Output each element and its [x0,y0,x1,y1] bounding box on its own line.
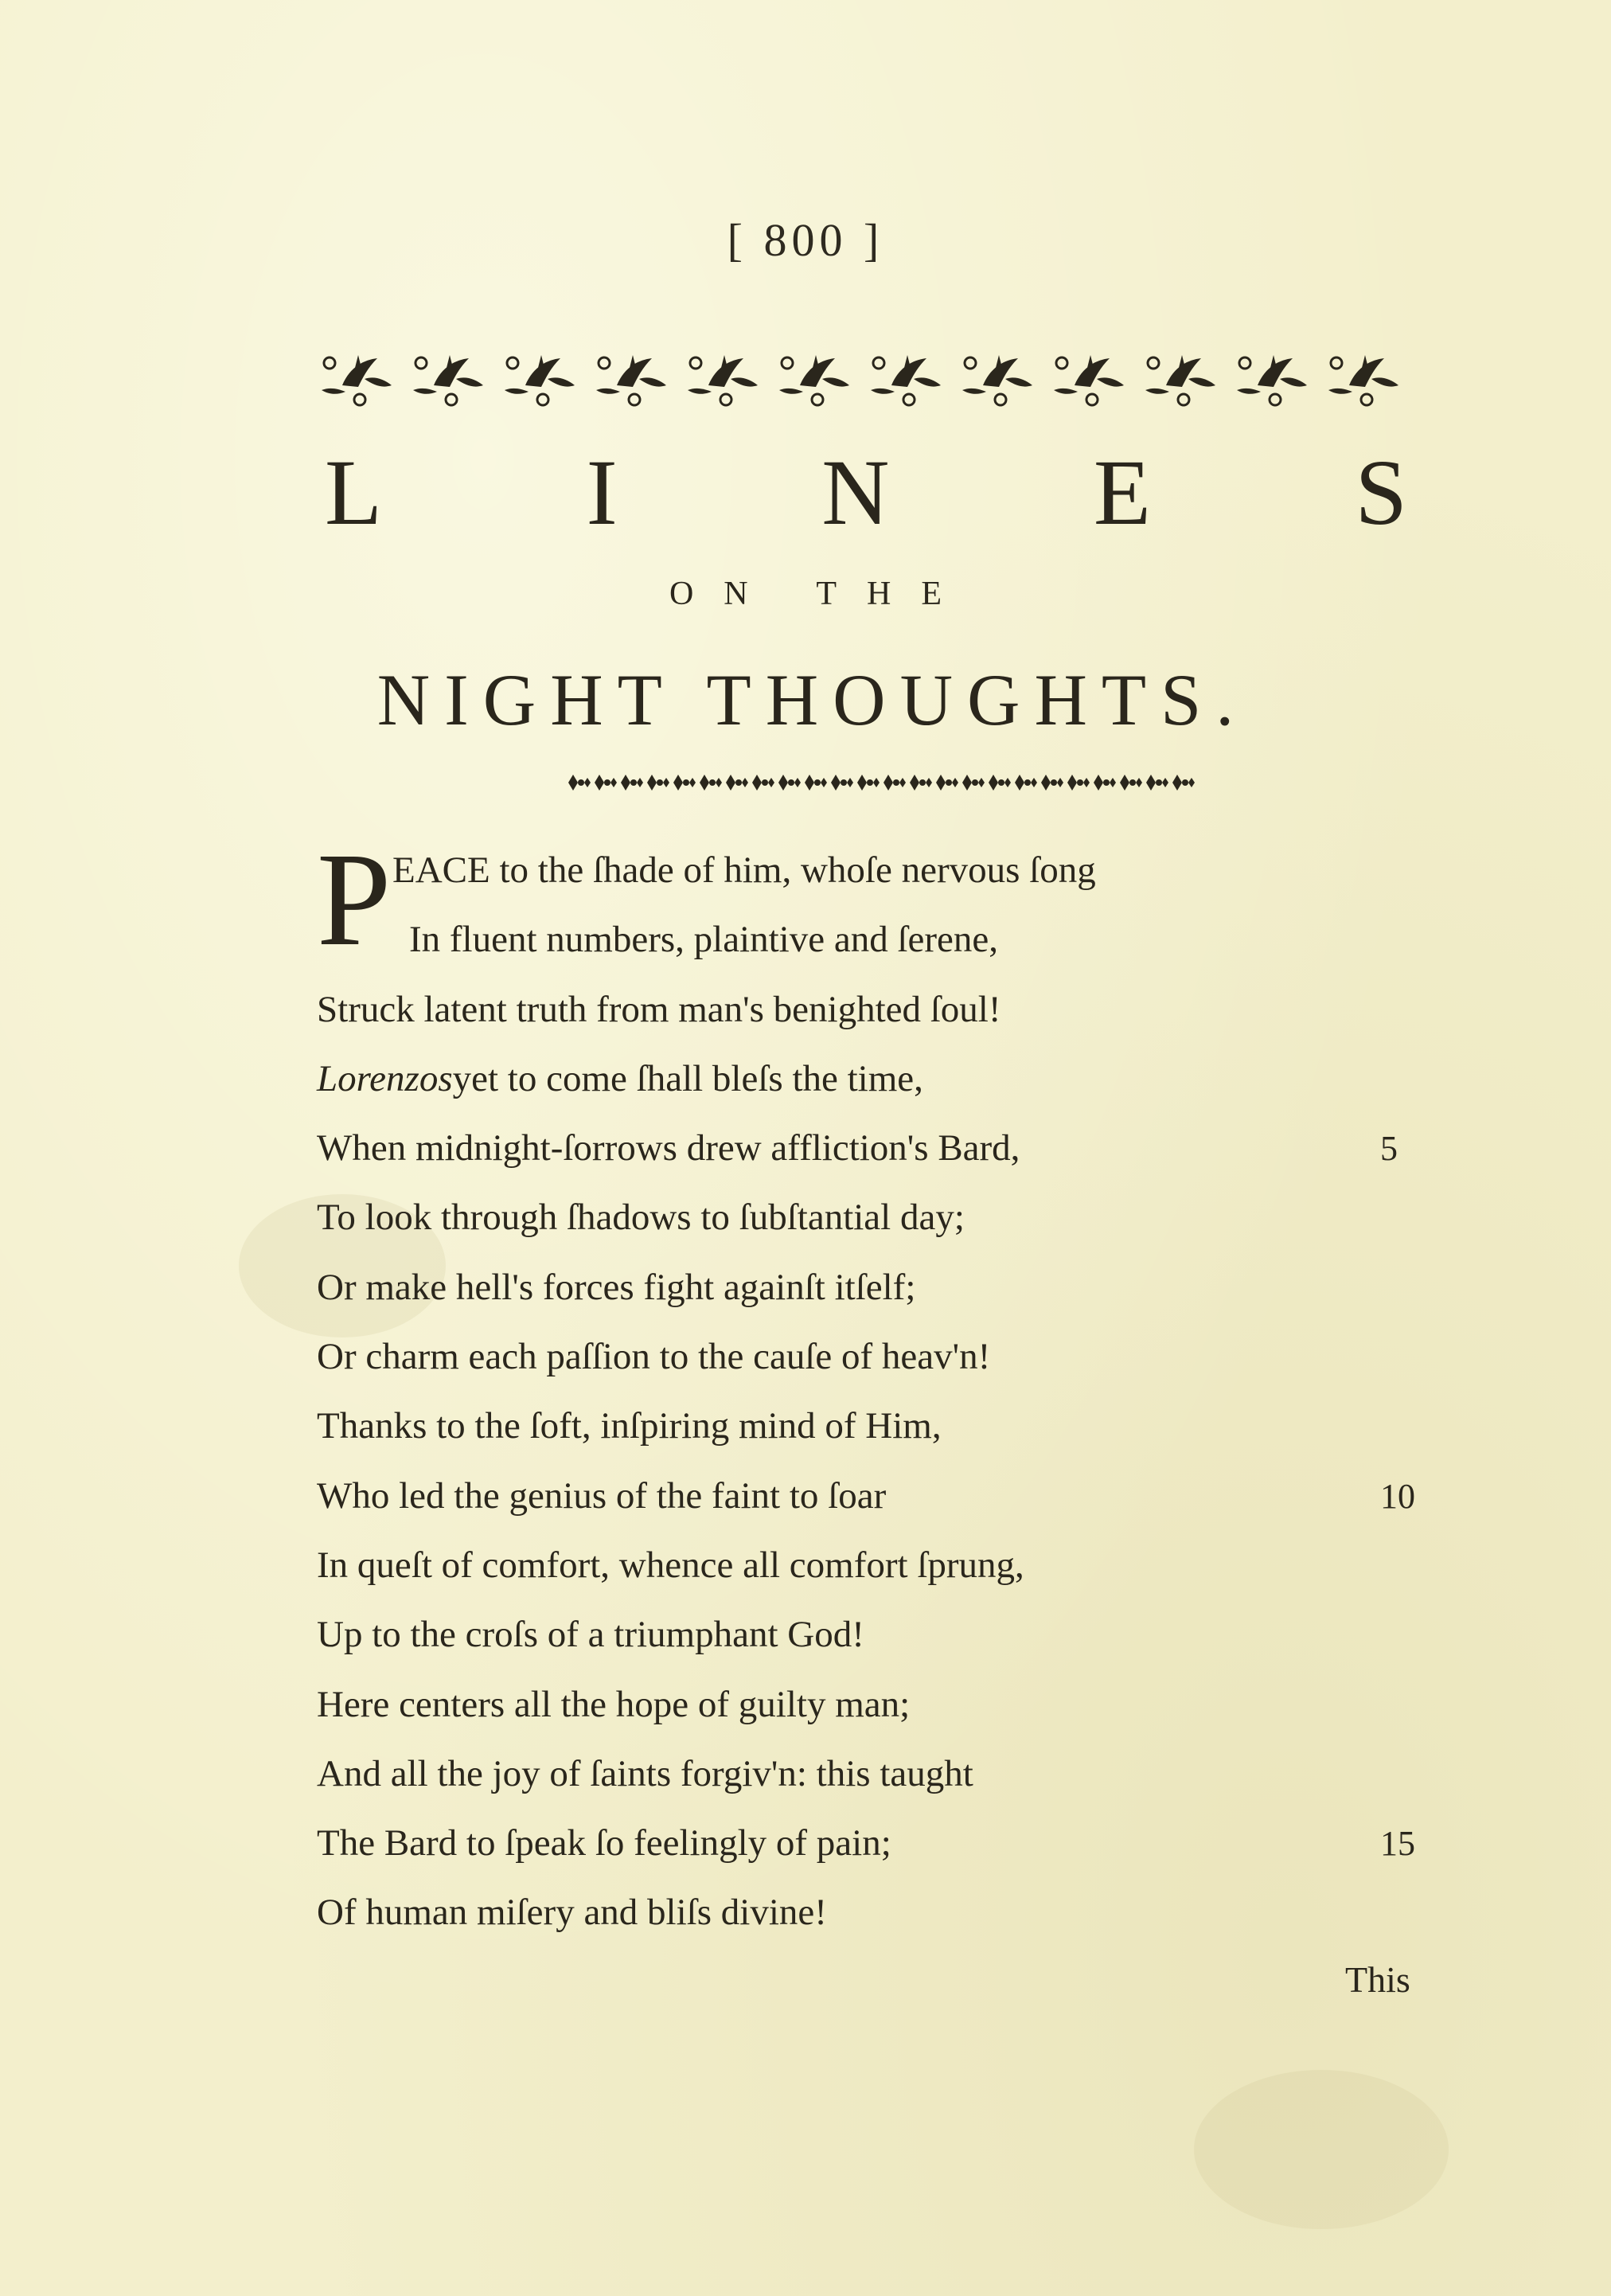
line-number: 5 [1380,1129,1398,1169]
poem-line [317,1183,1447,1252]
poem-line [317,1114,1447,1183]
title-letter: E [1093,440,1151,545]
title-letter: I [586,440,618,545]
poem-line-text: Here centers all the hope of guilty man; [317,1683,911,1725]
poem-line [317,1045,1447,1114]
title-lines [325,440,1407,545]
drop-cap: P [317,826,392,974]
poem-line-text: yet to come ſhall bleſs the time, [452,1057,923,1099]
divider-repeat [568,775,1195,791]
title-night-thoughts: NIGHT THOUGHTS. [376,659,1249,740]
poem-line-text: In fluent numbers, plaintive and ſerene, [409,919,998,961]
poem-line [317,1740,1447,1809]
poem-line-text: Of human miſery and bliſs divine! [317,1892,827,1934]
paper-stain [1194,2070,1449,2229]
poem-line [317,1531,1447,1600]
poem-line-text: The Bard to ſpeak ſo feelingly of pain; [317,1822,891,1865]
catchword: This [1345,1959,1410,2000]
title-letter: S [1355,440,1407,545]
poem-line-italic-name: Lorenzos [317,1057,453,1099]
ornament-repeat [322,355,1398,405]
poem-line [317,836,1447,905]
poem-line-text: EACE to the ſhade of him, whoſe nervous ſong [392,849,1096,891]
poem-body [317,836,1447,1948]
line-number: 10 [1380,1476,1415,1516]
poem-line-text: When midnight-ſorrows drew affliction's Bard, [317,1127,1020,1169]
poem-line [317,1670,1447,1740]
poem-line [317,1600,1447,1669]
poem-line [317,1322,1447,1392]
line-number: 15 [1380,1824,1415,1864]
divider-ornament [567,771,1197,795]
poem-line [317,1392,1447,1461]
poem-line-text: Struck latent truth from man's benighted ſoul! [317,988,1001,1030]
poem-line-text: And all the joy of ſaints forgiv'n: this taught [317,1752,973,1794]
poem-line [317,1462,1447,1531]
poem-line-text: Thanks to the ſoft, inſpiring mind of Him, [317,1405,942,1447]
poem-line-text: Or charm each paſſion to the cauſe of heav'n! [317,1336,991,1378]
subtitle-on-the: ON THE [669,576,973,612]
page-number: [ 800 ] [727,214,884,266]
title-letter: L [325,440,383,545]
poem-line [317,905,1447,974]
poem-line [317,975,1447,1045]
title-letter: N [821,440,890,545]
poem-line [317,1253,1447,1322]
poem-line-text: Up to the croſs of a triumphant God! [317,1614,864,1656]
poem-line-text: In queſt of comfort, whence all comfort ſprung, [317,1544,1024,1586]
poem-line-text: Who led the genius of the faint to ſoar [317,1474,887,1517]
top-ornament-border [318,342,1417,419]
poem-line [317,1878,1447,1947]
poem-line [317,1809,1447,1878]
poem-line-text: To look through ſhadows to ſubſtantial day; [317,1197,965,1239]
poem-line-text: Or make hell's forces fight againſt itſelf; [317,1266,916,1308]
